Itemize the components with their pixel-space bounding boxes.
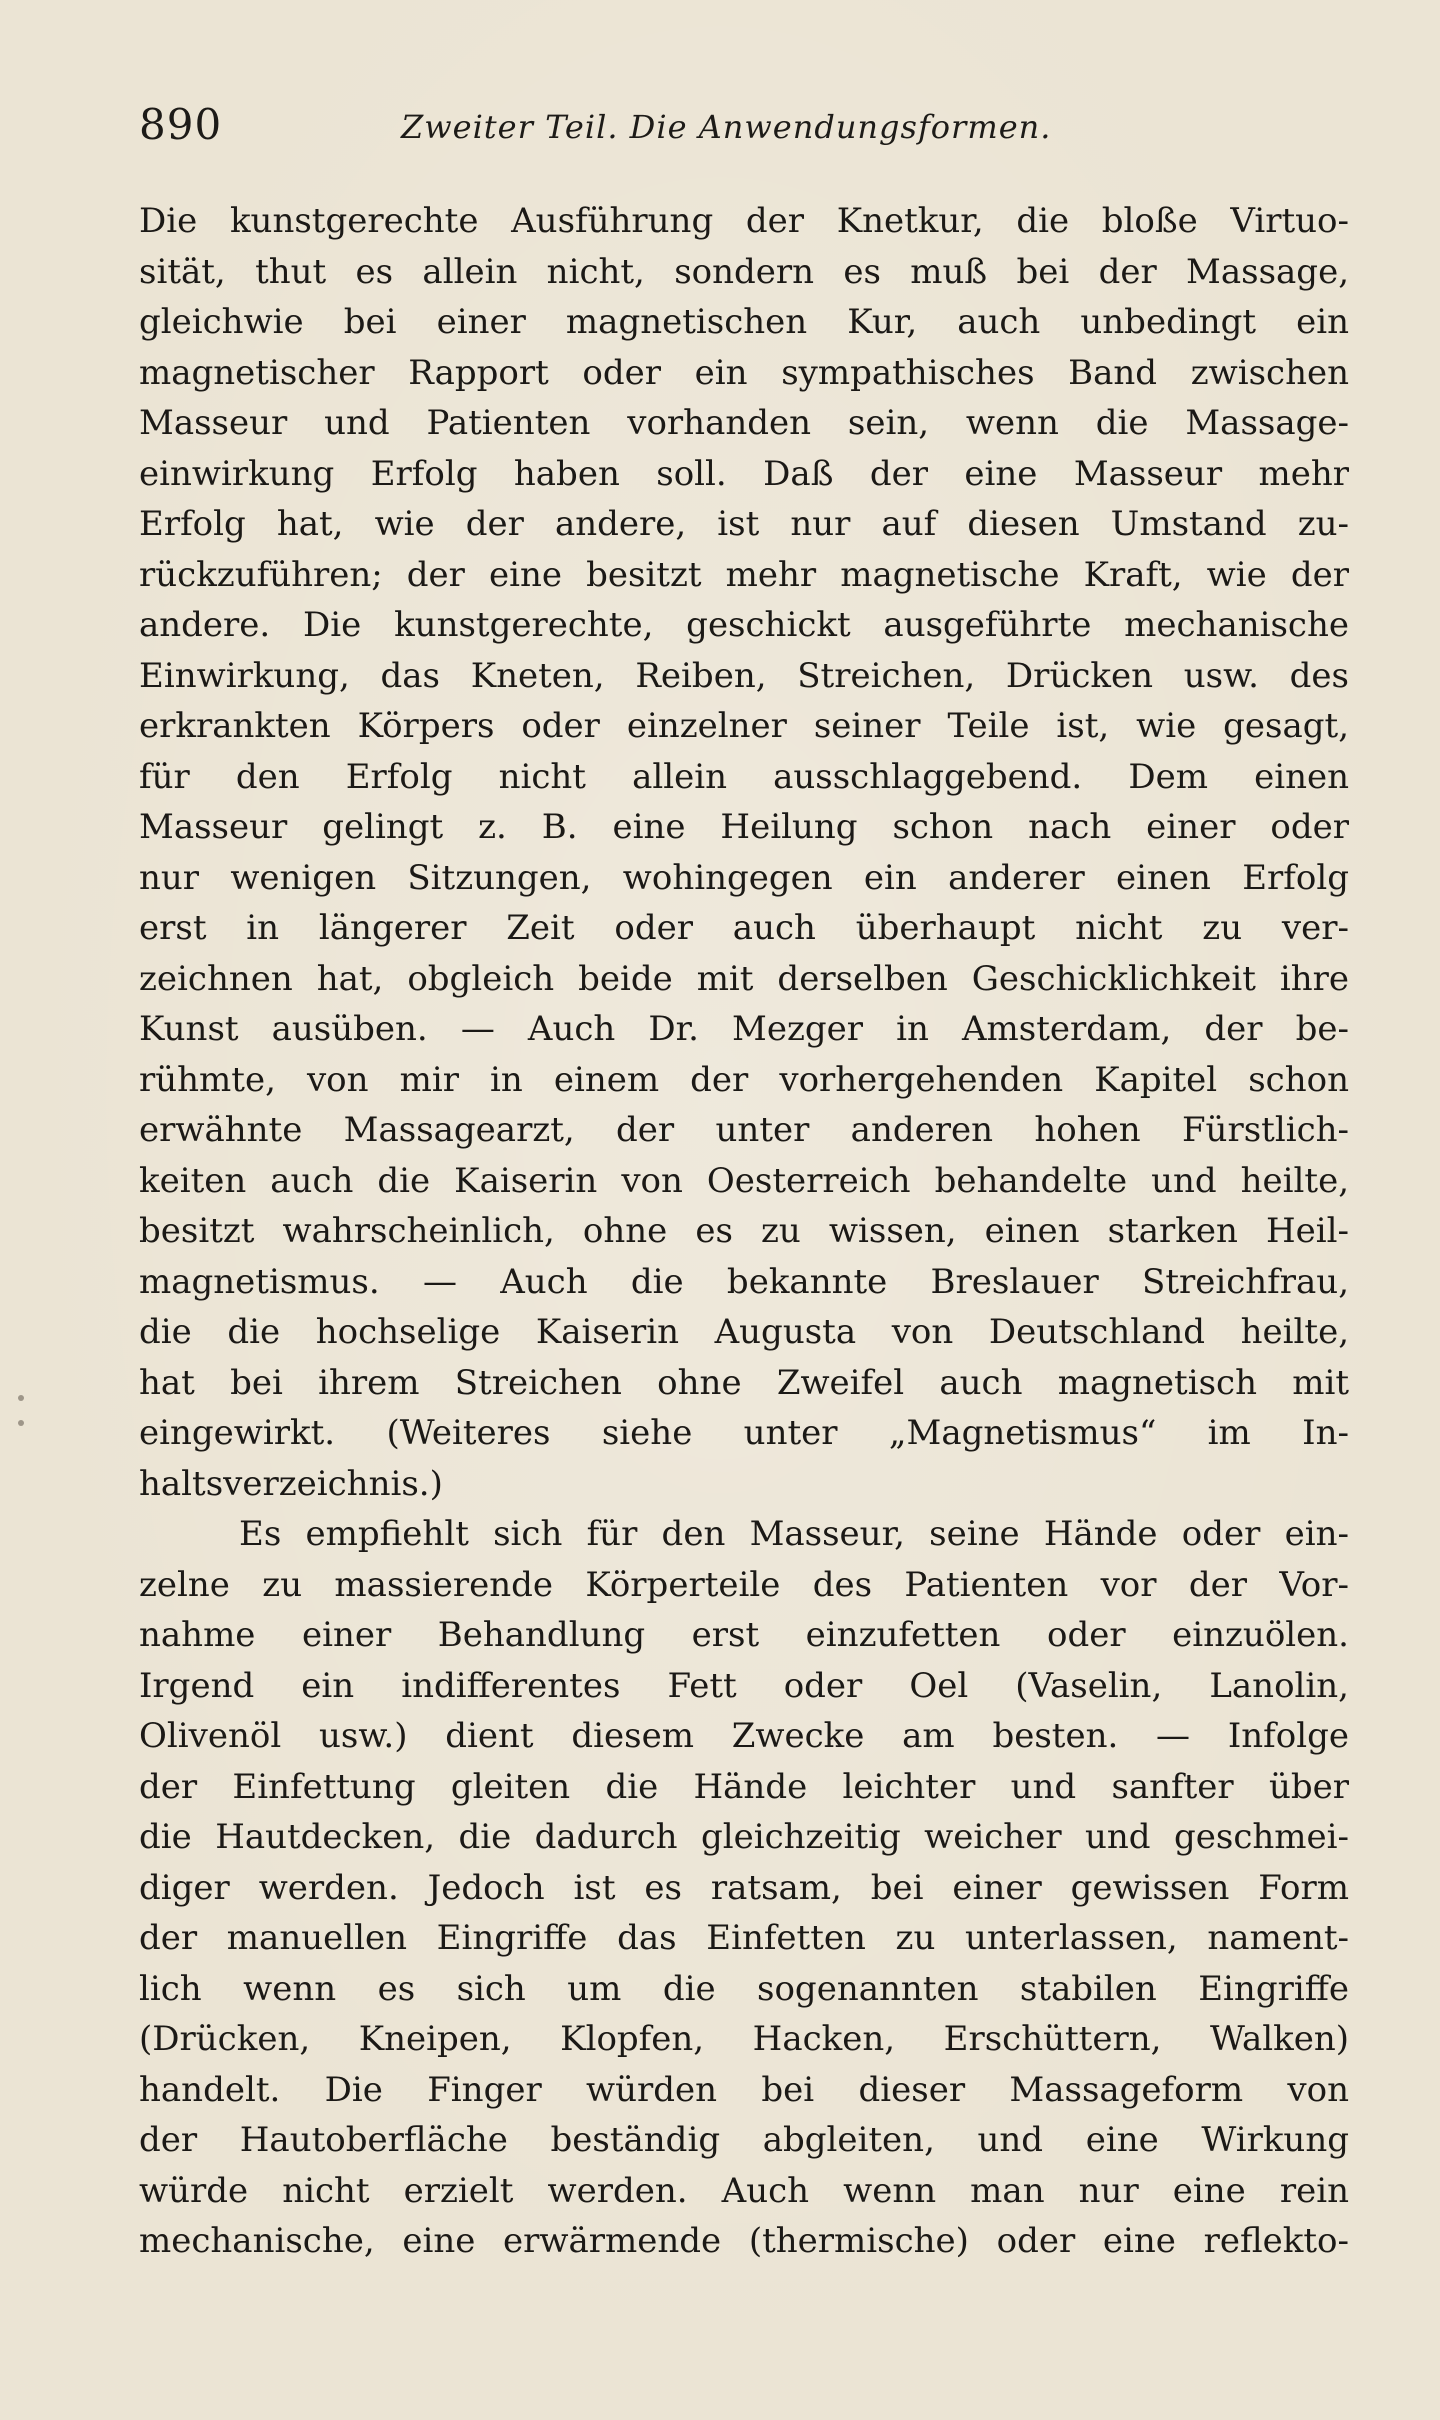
text-line: Es empfiehlt sich für den Masseur, seine Hände oder ein-: [239, 1514, 1349, 1554]
text-line: würde nicht erzielt werden. Auch wenn man nur eine rein: [139, 2170, 1349, 2211]
text-line: für den Erfolg nicht allein ausschlaggebend. Dem einen: [139, 756, 1349, 797]
text-line: nur wenigen Sitzungen, wohingegen ein anderer einen Erfolg: [139, 857, 1349, 898]
text-line: Masseur und Patienten vorhanden sein, wenn die Massage-: [139, 403, 1349, 443]
text-line: mechanische, eine erwärmende (thermische) oder eine reflekto-: [139, 2221, 1349, 2261]
text-line: keiten auch die Kaiserin von Oesterreich behandelte und heilte,: [139, 1160, 1349, 1201]
text-line: erwähnte Massagearzt, der unter anderen hohen Fürstlich-: [139, 1110, 1349, 1150]
text-line: gleichwie bei einer magnetischen Kur, auch unbedingt ein: [139, 302, 1349, 342]
text-line: Einwirkung, das Kneten, Reiben, Streichen, Drücken usw. des: [139, 655, 1349, 696]
text-line: Olivenöl usw.) dient diesem Zwecke am besten. — Infolge: [139, 1716, 1349, 1756]
text-line: zeichnen hat, obgleich beide mit derselben Geschicklichkeit ihre: [139, 958, 1349, 999]
text-line: Kunst ausüben. — Auch Dr. Mezger in Amsterdam, der be-: [139, 1009, 1349, 1049]
text-line: nahme einer Behandlung erst einzufetten oder einzuölen.: [139, 1615, 1349, 1655]
text-line: besitzt wahrscheinlich, ohne es zu wissen, einen starken Heil-: [139, 1211, 1349, 1251]
text-line: Masseur gelingt z. B. eine Heilung schon nach einer oder: [139, 807, 1349, 847]
text-line: zelne zu massierende Körperteile des Patienten vor der Vor-: [139, 1564, 1349, 1605]
text-line: rühmte, von mir in einem der vorhergehenden Kapitel schon: [139, 1059, 1349, 1100]
text-line: lich wenn es sich um die sogenannten stabilen Eingriffe: [139, 1968, 1349, 2009]
text-line: der Hautoberfläche beständig abgleiten, und eine Wirkung: [139, 2120, 1349, 2160]
page-number: 890: [139, 100, 223, 149]
text-line: andere. Die kunstgerechte, geschickt ausgeführte mechanische: [139, 605, 1349, 645]
page-header: [139, 100, 1339, 160]
text-line: der manuellen Eingriffe das Einfetten zu unterlassen, nament-: [139, 1918, 1349, 1958]
text-line: Die kunstgerechte Ausführung der Knetkur, die bloße Virtuo-: [139, 201, 1349, 241]
text-line: magnetischer Rapport oder ein sympathisches Band zwischen: [139, 352, 1349, 393]
running-head: Zweiter Teil. Die Anwendungsformen.: [401, 108, 1052, 146]
paper-speck: [18, 1395, 24, 1401]
text-line: sität, thut es allein nicht, sondern es muß bei der Massage,: [139, 251, 1349, 292]
body-text: [139, 196, 1349, 2267]
text-line: der Einfettung gleiten die Hände leichter und sanfter über: [139, 1766, 1349, 1807]
text-line: die Hautdecken, die dadurch gleichzeitig weicher und geschmei-: [139, 1817, 1349, 1857]
text-line: (Drücken, Kneipen, Klopfen, Hacken, Erschüttern, Walken): [139, 2019, 1349, 2059]
text-line: rückzuführen; der eine besitzt mehr magnetische Kraft, wie der: [139, 554, 1349, 595]
paper-speck: [18, 1420, 24, 1426]
text-line: eingewirkt. (Weiteres siehe unter „Magnetismus“ im In-: [139, 1413, 1349, 1453]
text-line: erkrankten Körpers oder einzelner seiner Teile ist, wie gesagt,: [139, 706, 1349, 746]
text-line: hat bei ihrem Streichen ohne Zweifel auch magnetisch mit: [139, 1362, 1349, 1403]
text-line: haltsverzeichnis.): [139, 1463, 443, 1504]
text-line: Erfolg hat, wie der andere, ist nur auf diesen Umstand zu-: [139, 504, 1349, 544]
text-line: diger werden. Jedoch ist es ratsam, bei einer gewissen Form: [139, 1867, 1349, 1908]
text-line: die die hochselige Kaiserin Augusta von Deutschland heilte,: [139, 1312, 1349, 1352]
text-line: magnetismus. — Auch die bekannte Breslauer Streichfrau,: [139, 1261, 1349, 1302]
text-line: einwirkung Erfolg haben soll. Daß der eine Masseur mehr: [139, 453, 1349, 494]
text-line: Irgend ein indifferentes Fett oder Oel (Vaselin, Lanolin,: [139, 1665, 1349, 1706]
text-line: erst in längerer Zeit oder auch überhaupt nicht zu ver-: [139, 908, 1349, 948]
text-line: handelt. Die Finger würden bei dieser Massageform von: [139, 2069, 1349, 2110]
